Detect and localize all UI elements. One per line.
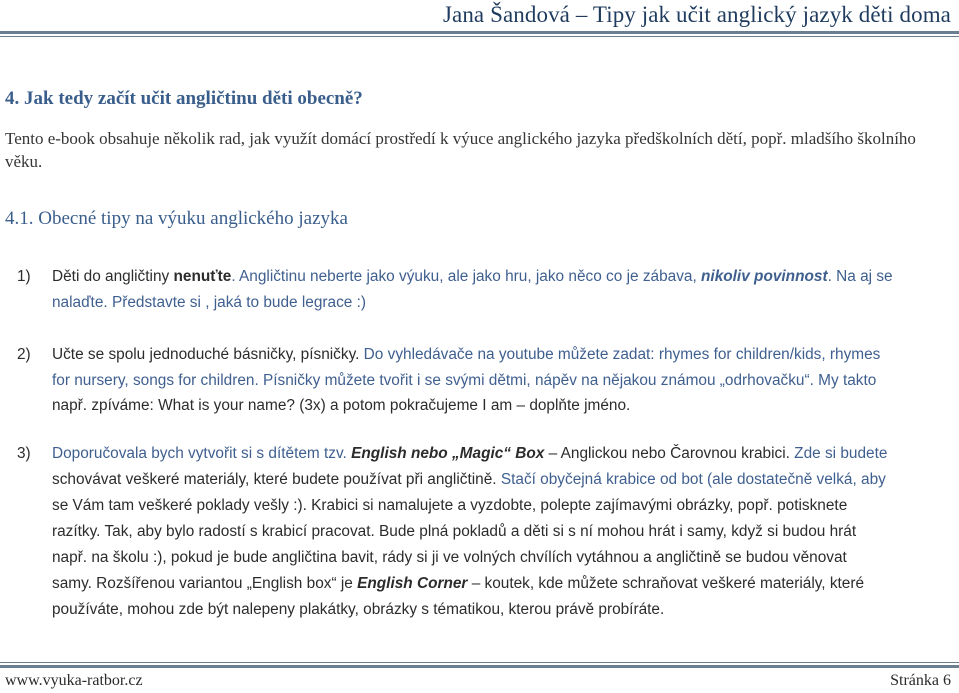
item-number: 2) — [17, 346, 31, 363]
tip-text: Stačí obyčejná krabice od bot (ale dostatečně velká, aby — [496, 471, 886, 488]
tip-text: Zde si budete — [789, 445, 888, 462]
tip-line: např. na školu :), pokud je bude angličtina bavit, rády si ji ve volných chvílích vytáhnou a angličtině se budou věnovat — [52, 549, 847, 566]
tip-line: se Vám tam veškeré poklady vešly :). Krabici si namalujete a vyzdobte, polepte zajímavými obrázky, popř. potisknete — [52, 497, 848, 514]
tip-text: Učte se spolu jednoduché básničky, písničky. — [52, 346, 360, 363]
tip-text: Děti do angličtiny — [52, 268, 174, 285]
header-divider-thin — [0, 36, 959, 37]
header-title: Jana Šandová – Tipy jak učit anglický jazyk děti doma — [442, 2, 951, 27]
tip-emphasis: English nebo „Magic“ Box — [351, 445, 545, 462]
tip-text: for nursery, songs for children. — [52, 372, 259, 389]
tip-emphasis: English Corner — [357, 575, 468, 592]
tip-text: nalaďte — [52, 294, 104, 311]
tip-text: – Anglickou nebo Čarovnou krabici. — [544, 445, 790, 462]
tip-text: – koutek, kde můžete schraňovat veškeré materiály, které — [467, 575, 865, 592]
item-number: 1) — [17, 268, 31, 285]
tip-line — [52, 445, 951, 463]
tip-emphasis: nikoliv povinnost — [701, 268, 828, 285]
section-heading-4-1: 4.1. Obecné tipy na výuku anglického jazyka — [5, 208, 348, 229]
tip-text: . Angličtinu neberte jako výuku, ale jako hru, jako něco co je zábava, — [231, 268, 702, 285]
tip-line: razítky. Tak, aby bylo radostí s krabicí pracovat. Bude plná pokladů a děti si s ní mohou hrát i samy, když si budou hrát — [52, 523, 857, 540]
page-number: Stránka 6 — [890, 672, 951, 689]
tip-line: např. zpíváme: What is your name? (3x) a potom pokračujeme I am – doplňte jméno. — [52, 397, 631, 414]
item-number: 3) — [17, 445, 31, 462]
footer-divider-thin — [0, 662, 959, 663]
tip-line — [52, 372, 951, 390]
tip-line — [52, 294, 951, 312]
tip-emphasis: nenuťte — [173, 268, 232, 285]
tip-text: . Představte si , jaká to bude legrace :) — [103, 294, 367, 311]
tip-text: schovávat veškeré materiály, které budete používat při angličtině. — [52, 471, 497, 488]
tip-text: Doporučovala bych vytvořit si s dítětem tzv. — [52, 445, 352, 462]
intro-text-line-2: věku. — [5, 152, 43, 171]
tip-text: Do vyhledávače na youtube můžete zadat: rhymes for children/kids, rhymes — [359, 346, 881, 363]
tip-line — [52, 575, 951, 593]
tip-line — [52, 346, 951, 364]
tip-text: Písničky můžete tvořit i se svými dětmi, nápěv na nějakou známou „odrhovačku“. My takto — [258, 372, 877, 389]
tip-line — [52, 268, 951, 286]
tip-line — [52, 471, 951, 489]
tip-text: samy. Rozšířenou variantou „English box“ je — [52, 575, 358, 592]
header-divider — [0, 31, 959, 34]
footer-divider — [0, 665, 959, 668]
tip-line: používáte, mohou zde být nalepeny plakátky, obrázky s tématikou, kterou právě probíráte. — [52, 601, 665, 618]
tip-text: . Na aj se — [827, 268, 893, 285]
intro-text-line-1: Tento e-book obsahuje několik rad, jak využít domácí prostředí k výuce anglického jazyka předškolních dětí, popř. mladšího školního — [5, 129, 916, 148]
section-heading-4: 4. Jak tedy začít učit angličtinu děti obecně? — [5, 88, 363, 109]
footer-website-link[interactable]: www.vyuka-ratbor.cz — [5, 672, 143, 689]
